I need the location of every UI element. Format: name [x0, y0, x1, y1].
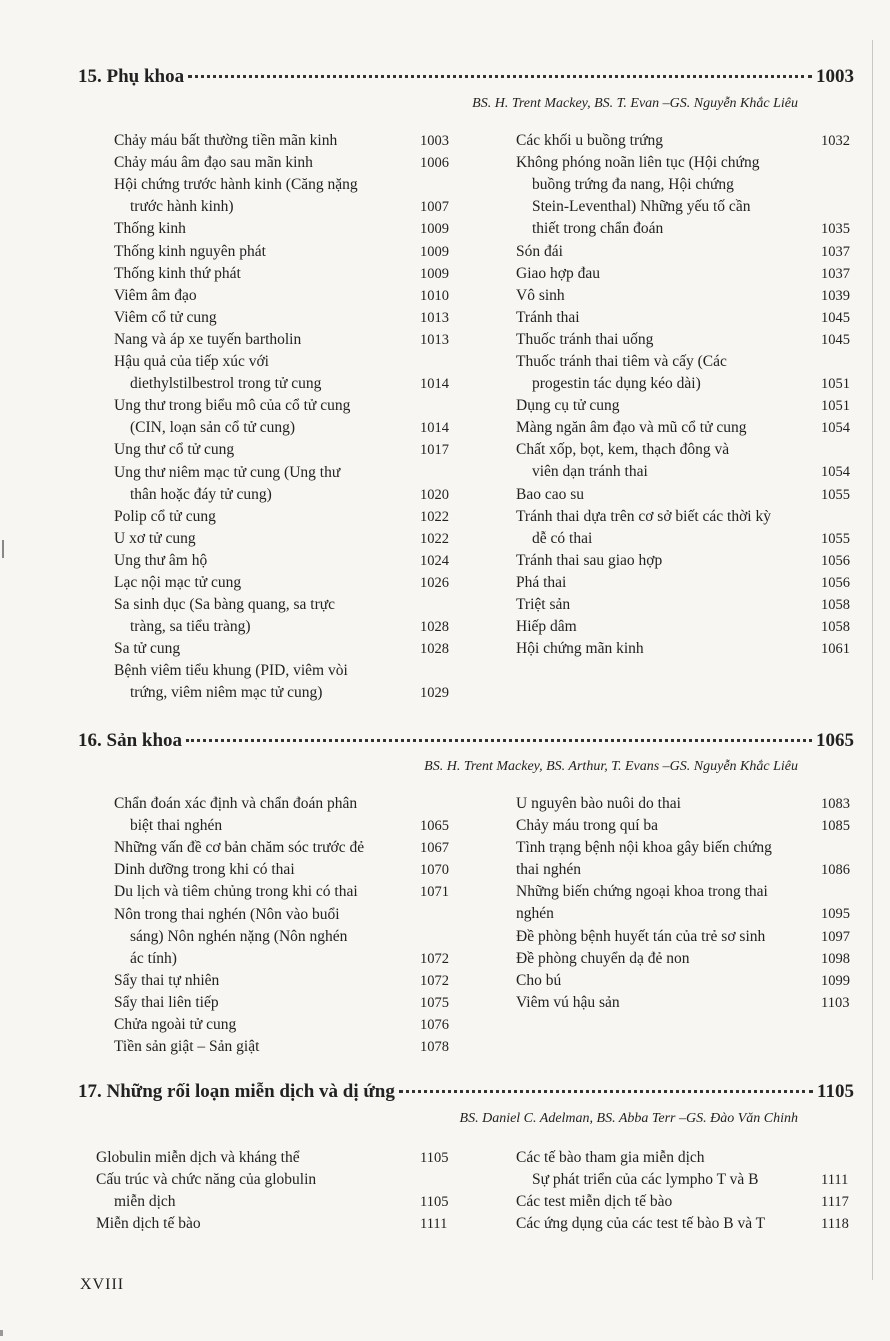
toc-entry-title: Miễn dịch tế bào	[96, 1215, 201, 1233]
toc-entry	[516, 815, 861, 837]
toc-entry	[516, 152, 861, 240]
toc-entry-page: 1007	[420, 199, 449, 216]
toc-entry	[114, 395, 460, 439]
toc-entry-page: 1111	[821, 1172, 849, 1189]
toc-entry-page: 1076	[420, 1017, 449, 1033]
toc-entry-title: Du lịch và tiêm chủng trong khi có thai	[114, 883, 358, 901]
toc-entry	[114, 594, 460, 638]
toc-entry-page: 1006	[420, 155, 449, 172]
toc-entry-title: dễ có thai	[532, 529, 593, 547]
toc-entry-title: Thuốc tránh thai uống	[516, 330, 654, 348]
toc-entry-title: Són đái	[516, 242, 563, 260]
toc-entry-title: miễn dịch	[114, 1193, 176, 1211]
toc-entry-page: 1072	[420, 950, 449, 967]
toc-entry-page: 1037	[821, 265, 850, 282]
toc-entry-title: (CIN, loạn sản cổ tử cung)	[130, 419, 296, 437]
chapter-title: 16. Sản khoa	[78, 730, 183, 751]
toc-entry-title: Tránh thai sau giao hợp	[516, 551, 663, 569]
toc-entry	[114, 307, 460, 329]
chapter-heading	[78, 730, 854, 758]
toc-entry	[516, 241, 861, 263]
toc-entry-page: 1009	[420, 221, 449, 238]
toc-entry	[114, 837, 460, 859]
toc-entry-title: Các ứng dụng của các test tế bào B và T	[516, 1215, 766, 1233]
toc-entry	[516, 837, 861, 881]
toc-entry-page: 1097	[821, 928, 850, 945]
toc-entry-title: Chất xốp, bọt, kem, thạch đông và	[516, 441, 730, 459]
toc-entry-title: Dinh dưỡng trong khi có thai	[114, 861, 295, 879]
toc-entry	[114, 1014, 460, 1036]
toc-entry	[516, 881, 861, 925]
chapter-title: 17. Những rối loạn miễn dịch và dị ứng	[78, 1081, 395, 1102]
toc-entry-title: viên dạn tránh thai	[532, 463, 648, 481]
toc-entry-title: Triệt sản	[516, 596, 571, 614]
toc-entry-title: biệt thai nghén	[130, 817, 223, 835]
toc-entry-title: Thống kinh nguyên phát	[114, 242, 266, 260]
chapter-authors: BS. Daniel C. Adelman, BS. Abba Terr –GS. Đào Văn Chinh	[459, 1111, 798, 1126]
toc-entry-page: 1028	[420, 641, 449, 658]
toc-entry-page: 1078	[420, 1039, 449, 1056]
toc-entry-title: Các test miễn dịch tế bào	[516, 1193, 673, 1211]
toc-entry-page: 1072	[420, 972, 449, 989]
toc-entry	[516, 1213, 861, 1235]
toc-entry-title: diethylstilbestrol trong tử cung	[130, 375, 322, 393]
toc-entry	[114, 241, 460, 263]
margin-tick	[0, 1330, 3, 1336]
toc-entry	[516, 992, 861, 1014]
toc-entry-title: Nang và áp xe tuyến bartholin	[114, 330, 302, 348]
toc-entry-page: 1026	[420, 575, 449, 591]
toc-entry-title: Không phóng noãn liên tục (Hội chứng	[516, 154, 760, 172]
toc-entry-title: Những biến chứng ngoại khoa trong thai	[516, 883, 768, 901]
toc-entry-title: Ung thư âm hộ	[114, 551, 208, 569]
toc-entry-title: Bao cao su	[516, 485, 585, 503]
toc-entry-title: Hội chứng mãn kinh	[516, 640, 644, 658]
toc-entry-title: Những vấn đề cơ bản chăm sóc trước đẻ	[114, 839, 365, 857]
toc-entry	[96, 1213, 460, 1235]
toc-entry-title: Thuốc tránh thai tiêm và cấy (Các	[516, 353, 727, 370]
toc-entry-title: Sẩy thai liên tiếp	[114, 993, 219, 1011]
toc-entry	[516, 285, 861, 307]
toc-entry-title: Chửa ngoài tử cung	[114, 1016, 237, 1033]
chapter-heading	[78, 66, 854, 94]
toc-entry-page: 1086	[821, 862, 850, 879]
dot-leader	[399, 1089, 813, 1093]
toc-entry-page: 1054	[821, 464, 850, 481]
chapter-page: 1105	[817, 1081, 854, 1102]
toc-entry	[114, 859, 460, 881]
toc-entry	[516, 439, 861, 483]
toc-entry-page: 1035	[821, 221, 850, 238]
dot-leader	[186, 738, 812, 742]
toc-entry	[516, 550, 861, 572]
toc-entry	[516, 1147, 861, 1191]
toc-entry-title: Polip cổ tử cung	[114, 507, 216, 525]
toc-entry-title: Đề phòng bệnh huyết tán của trẻ sơ sinh	[516, 927, 766, 945]
toc-entry-title: Bệnh viêm tiểu khung (PID, viêm vòi	[114, 662, 348, 680]
toc-entry	[114, 329, 460, 351]
chapter-authors: BS. H. Trent Mackey, BS. T. Evan –GS. Nguyễn Khắc Liêu	[472, 96, 798, 111]
toc-entry-page: 1085	[821, 818, 850, 835]
toc-entry-title: Ung thư cổ tử cung	[114, 441, 235, 459]
toc-entry-title: Giao hợp đau	[516, 264, 600, 282]
toc-entry	[516, 307, 861, 329]
toc-entry	[114, 638, 460, 660]
toc-entry	[516, 395, 861, 417]
toc-entry-page: 1032	[821, 133, 850, 149]
toc-entry-title: Ung thư niêm mạc tử cung (Ung thư	[114, 463, 341, 481]
toc-entry	[516, 130, 861, 152]
toc-entry-page: 1067	[420, 840, 449, 857]
toc-entry	[114, 462, 460, 506]
toc-entry	[114, 992, 460, 1014]
toc-entry	[96, 1169, 460, 1213]
toc-entry-page: 1111	[420, 1216, 448, 1233]
chapter-authors: BS. H. Trent Mackey, BS. Arthur, T. Evans –GS. Nguyễn Khắc Liêu	[424, 759, 798, 774]
toc-entry-page: 1039	[821, 287, 850, 304]
toc-entry-title: Thống kinh thứ phát	[114, 264, 241, 282]
toc-entry	[114, 1036, 460, 1058]
toc-entry-title: buồng trứng đa nang, Hội chứng	[532, 176, 734, 194]
toc-entry-page: 1028	[420, 619, 449, 636]
toc-entry-title: Các khối u buồng trứng	[516, 132, 664, 149]
toc-entry-page: 1010	[420, 287, 449, 304]
toc-entry-title: Tránh thai	[516, 308, 580, 326]
toc-entry-page: 1095	[821, 906, 850, 923]
toc-entry-page: 1118	[821, 1216, 849, 1233]
toc-entry	[516, 948, 861, 970]
toc-entry-page: 1022	[420, 508, 449, 525]
toc-entry-page: 1017	[420, 442, 449, 459]
toc-entry	[114, 285, 460, 307]
toc-entry-title: Dụng cụ tử cung	[516, 397, 620, 415]
toc-entry-title: Viêm cổ tử cung	[114, 308, 217, 326]
toc-entry-title: Globulin miễn dịch và kháng thể	[96, 1149, 300, 1166]
toc-entry-page: 1055	[821, 530, 850, 547]
toc-entry-page: 1083	[821, 796, 850, 812]
toc-entry-title: Sa sinh dục (Sa bàng quang, sa trực	[114, 596, 336, 614]
toc-entry-page: 1014	[420, 420, 449, 437]
toc-entry-title: Viêm vú hậu sản	[516, 993, 620, 1011]
toc-entry-title: Chẩn đoán xác định và chẩn đoán phân	[114, 795, 358, 812]
toc-entry-title: U nguyên bào nuôi do thai	[516, 795, 681, 812]
toc-entry-page: 1051	[821, 376, 850, 393]
toc-entry-page: 1003	[420, 133, 449, 149]
toc-entry-title: Chảy máu trong quí ba	[516, 817, 659, 835]
toc-entry-page: 1020	[420, 486, 449, 503]
toc-entry	[114, 439, 460, 461]
toc-entry-page: 1013	[420, 331, 449, 348]
toc-entry-page: 1058	[821, 619, 850, 636]
toc-entry-title: trước hành kinh)	[130, 198, 234, 216]
toc-entry-page: 1075	[420, 994, 449, 1011]
toc-entry	[516, 970, 861, 992]
toc-entry	[114, 793, 460, 837]
toc-entry-page: 1071	[420, 884, 449, 901]
toc-entry-title: Tiền sản giật – Sản giật	[114, 1038, 260, 1056]
toc-entry-title: Hậu quả của tiếp xúc với	[114, 353, 269, 370]
toc-entry	[114, 218, 460, 240]
toc-entry-page: 1029	[420, 685, 449, 702]
toc-entry-page: 1013	[420, 309, 449, 326]
toc-entry-title: U xơ tử cung	[114, 529, 196, 547]
toc-entry-page: 1099	[821, 972, 850, 989]
chapter-page: 1065	[816, 730, 854, 751]
toc-entry	[114, 263, 460, 285]
toc-entry-page: 1022	[420, 530, 449, 547]
toc-entry-title: Sự phát triển của các lympho T và B	[532, 1171, 759, 1189]
toc-entry-page: 1056	[821, 552, 850, 569]
toc-entry	[114, 130, 460, 152]
toc-entry-page: 1117	[821, 1194, 849, 1211]
toc-entry-page: 1009	[420, 243, 449, 260]
toc-entry	[516, 417, 861, 439]
toc-entry-page: 1058	[821, 597, 850, 614]
toc-entry	[516, 506, 861, 550]
toc-entry-title: Cấu trúc và chức năng của globulin	[96, 1171, 317, 1189]
toc-entry	[114, 528, 460, 550]
toc-entry-title: thai nghén	[516, 861, 581, 879]
toc-entry-title: Các tế bào tham gia miễn dịch	[516, 1149, 705, 1166]
toc-entry-page: 1045	[821, 309, 850, 326]
chapter-page: 1003	[816, 66, 854, 87]
toc-entry-title: Nôn trong thai nghén (Nôn vào buổi	[114, 905, 340, 923]
toc-entry-page: 1070	[420, 862, 449, 879]
toc-entry-title: Vô sinh	[516, 286, 565, 304]
chapter-heading	[78, 1081, 854, 1109]
toc-entry-page: 1105	[420, 1194, 449, 1211]
toc-entry	[114, 152, 460, 174]
toc-entry	[114, 572, 460, 594]
toc-entry-title: Chảy máu bất thường tiền mãn kinh	[114, 132, 338, 149]
toc-entry	[516, 638, 861, 660]
toc-entry-page: 1054	[821, 420, 850, 437]
toc-entry	[516, 329, 861, 351]
toc-entry-page: 1056	[821, 575, 850, 591]
toc-entry	[114, 174, 460, 218]
toc-entry-title: Chảy máu âm đạo sau mãn kinh	[114, 154, 313, 172]
toc-entry	[516, 1191, 861, 1213]
toc-entry	[516, 351, 861, 395]
toc-entry	[114, 506, 460, 528]
binding-shadow	[872, 40, 873, 1280]
toc-entry	[114, 904, 460, 970]
toc-entry-page: 1051	[821, 398, 850, 415]
toc-entry-page: 1103	[821, 994, 850, 1011]
margin-tick	[2, 540, 4, 558]
toc-entry-title: Tình trạng bệnh nội khoa gây biến chứng	[516, 839, 772, 857]
toc-entry-page: 1098	[821, 950, 850, 967]
toc-entry-title: Sa tử cung	[114, 640, 181, 658]
toc-entry-page: 1024	[420, 552, 449, 569]
toc-entry-title: trứng, viêm niêm mạc tử cung)	[130, 684, 323, 702]
chapter-title: 15. Phụ khoa	[78, 66, 185, 87]
toc-entry-title: Đề phòng chuyển dạ đẻ non	[516, 949, 690, 967]
toc-entry-page: 1065	[420, 818, 449, 835]
toc-entry	[96, 1147, 460, 1169]
toc-entry	[114, 550, 460, 572]
roman-page-number: XVIII	[80, 1276, 125, 1293]
toc-entry-title: ác tính)	[130, 949, 177, 967]
dot-leader	[188, 74, 812, 78]
toc-entry-page: 1009	[420, 265, 449, 282]
toc-entry-page: 1061	[821, 641, 850, 658]
toc-entry-page: 1037	[821, 243, 850, 260]
toc-entry	[114, 351, 460, 395]
toc-entry-title: Tránh thai dựa trên cơ sở biết các thời kỳ	[516, 507, 771, 525]
toc-entry	[516, 616, 861, 638]
toc-entry-title: Phá thai	[516, 574, 567, 591]
toc-entry	[516, 484, 861, 506]
toc-entry-title: Sẩy thai tự nhiên	[114, 971, 220, 989]
toc-entry-title: progestin tác dụng kéo dài)	[532, 375, 701, 393]
toc-entry-title: nghén	[516, 905, 554, 923]
toc-entry	[114, 970, 460, 992]
toc-entry-title: Ung thư trong biểu mô của cổ tử cung	[114, 397, 351, 415]
toc-entry-title: sáng) Nôn nghén nặng (Nôn nghén	[130, 927, 348, 945]
toc-entry	[516, 572, 861, 594]
toc-entry	[516, 926, 861, 948]
toc-entry-title: Hiếp dâm	[516, 618, 577, 636]
toc-entry-title: Hội chứng trước hành kinh (Căng nặng	[114, 176, 358, 194]
toc-entry	[114, 881, 460, 903]
toc-entry-title: thiết trong chẩn đoán	[532, 220, 664, 238]
toc-entry-title: thân hoặc đáy tử cung)	[130, 485, 272, 503]
toc-entry	[516, 793, 861, 815]
toc-entry	[516, 594, 861, 616]
toc-entry-page: 1014	[420, 376, 449, 393]
toc-entry	[114, 660, 460, 704]
toc-entry-page: 1055	[821, 486, 850, 503]
toc-entry-title: Màng ngăn âm đạo và mũ cổ tử cung	[516, 419, 747, 437]
toc-entry-title: Lạc nội mạc tử cung	[114, 574, 242, 591]
toc-entry-title: Cho bú	[516, 971, 562, 989]
toc-entry-title: tràng, sa tiểu tràng)	[130, 618, 251, 636]
toc-entry-title: Thống kinh	[114, 220, 186, 238]
toc-entry	[516, 263, 861, 285]
toc-entry-title: Viêm âm đạo	[114, 286, 197, 304]
toc-entry-page: 1045	[821, 331, 850, 348]
toc-entry-page: 1105	[420, 1150, 449, 1166]
toc-entry-title: Stein-Leventhal) Những yếu tố cần	[532, 198, 751, 216]
